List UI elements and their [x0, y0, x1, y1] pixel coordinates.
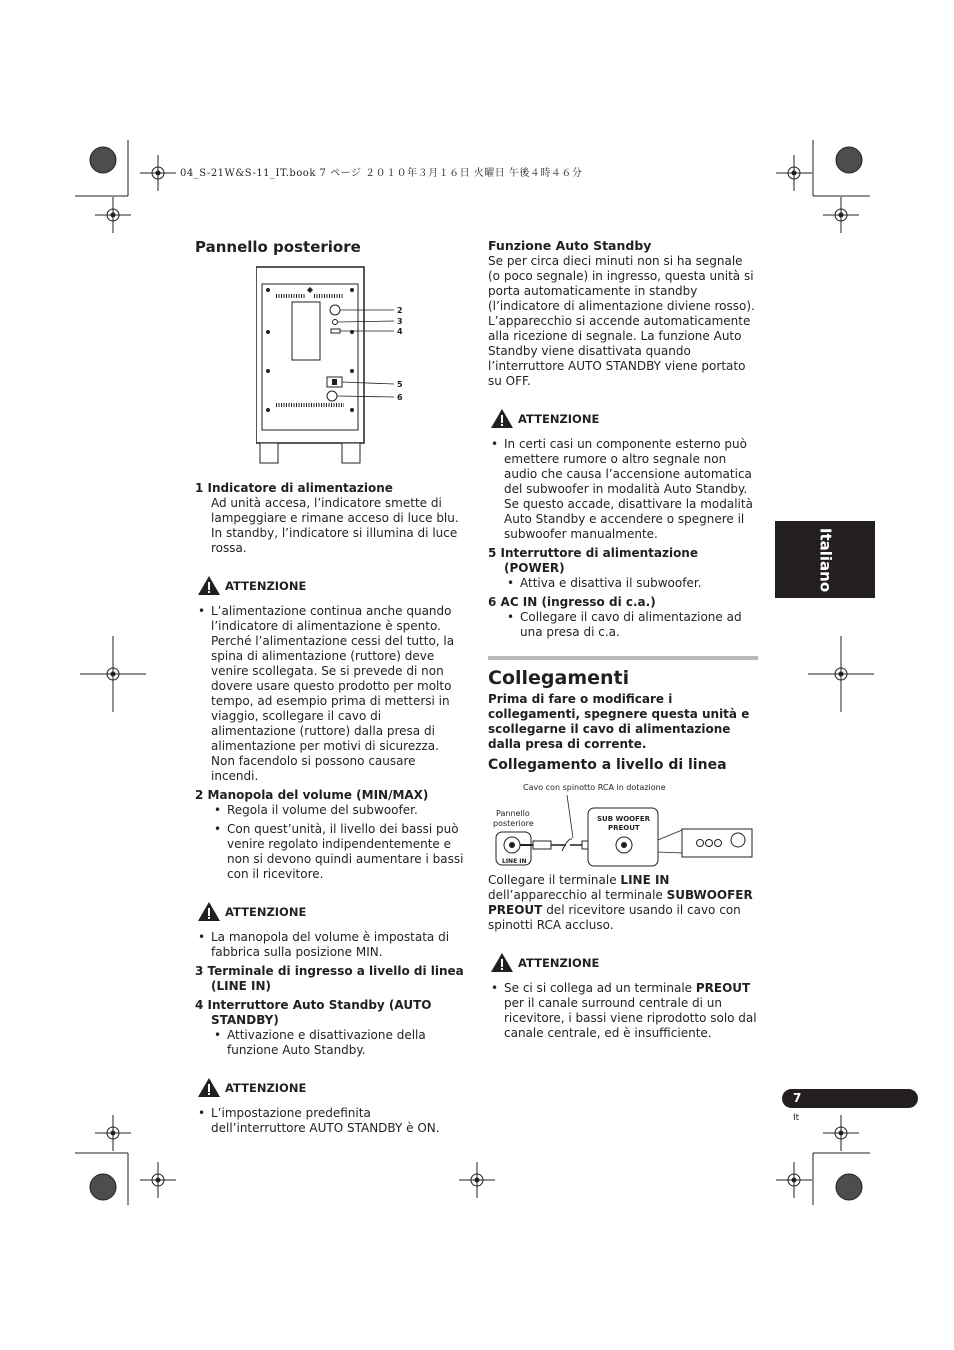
- page-number-badge: [782, 1089, 918, 1108]
- auto-standby-body: Se per circa dieci minuti non si ha segnale (o poco segnale) in ingresso, questa unità si porta automaticamente in standby (l’indicatore di alimentazione diviene rosso). L’apparecchio si accende automaticamente alla ricezione di segnale. La funzione Auto Standby viene disattivata quando l’interruttore AUTO STANDBY viene portato su OFF.: [488, 254, 755, 388]
- caution-4-label: ATTENZIONE: [518, 412, 600, 426]
- caution-3: [195, 1076, 465, 1100]
- preout-label: PREOUT: [608, 824, 640, 832]
- item-2-title: 2 Manopola del volume (MIN/MAX): [195, 788, 429, 802]
- item-2-bullet-2: • Con quest’unità, il livello dei bassi può venire regolato indipendentemente e non si devono quindi aumentare i bassi con il ricevitore.: [195, 822, 465, 882]
- caution-4: [488, 407, 758, 431]
- item-5-title: 5 Interruttore di alimentazione (POWER): [488, 546, 698, 575]
- item-4-title: 4 Interruttore Auto Standby (AUTO STANDBY): [195, 998, 432, 1027]
- right-column: [488, 238, 758, 1041]
- callout-3: 3: [397, 317, 403, 326]
- auto-standby-title: Funzione Auto Standby: [488, 238, 652, 253]
- caution-2-text: • La manopola del volume è impostata di fabbrica sulla posizione MIN.: [195, 930, 465, 960]
- callout-2: 2: [397, 306, 403, 315]
- callout-5: 5: [397, 380, 403, 389]
- rear-panel-label-2: posteriore: [493, 819, 534, 828]
- callout-4: 4: [397, 327, 403, 336]
- print-header-line: 04_S-21W&S-11_IT.book 7 ページ ２０１０年３月１６日 火曜日 午後４時４６分: [180, 168, 583, 179]
- caution-2-label: ATTENZIONE: [225, 905, 307, 919]
- caution-2: [195, 900, 465, 924]
- left-column: [195, 238, 465, 1136]
- caution-5-text: • Se ci si collega ad un terminale PREOUT per il canale surround centrale di un ricevitore, i bassi viene riprodotto solo dal canale centrale, ed è insufficiente.: [488, 981, 758, 1041]
- line-level-title: Collegamento a livello di linea: [488, 757, 727, 773]
- connection-instruction: Collegare il terminale LINE IN dell’apparecchio al terminale SUBWOOFER PREOUT del ricevitore usando il cavo con spinotti RCA accluso.: [488, 873, 753, 932]
- caution-3-text: • L’impostazione predefinita dell’interruttore AUTO STANDBY è ON.: [195, 1106, 465, 1136]
- item-6-bullet: • Collegare il cavo di alimentazione ad una presa di c.a.: [488, 610, 758, 640]
- item-2-bullet-1: • Regola il volume del subwoofer.: [195, 803, 465, 818]
- item-6-title: 6 AC IN (ingresso di c.a.): [488, 595, 656, 609]
- page-number: 7: [793, 1091, 802, 1105]
- language-tab: [775, 521, 875, 598]
- caution-5: [488, 951, 758, 975]
- connections-title: Collegamenti: [488, 667, 630, 689]
- callout-6: 6: [397, 393, 403, 402]
- caution-1: [195, 574, 465, 598]
- warning-icon: [490, 952, 514, 973]
- item-1-body: Ad unità accesa, l’indicatore smette di lampeggiare e rimane acceso di luce blu. In standby, l’indicatore si illumina di luce rossa.: [211, 496, 459, 555]
- connection-diagram: [488, 780, 758, 872]
- item-3-title: 3 Terminale di ingresso a livello di linea (LINE IN): [195, 964, 464, 993]
- warning-icon: [197, 1077, 221, 1098]
- section-title-rear-panel: Pannello posteriore: [195, 238, 361, 256]
- item-1-title: 1 Indicatore di alimentazione: [195, 481, 393, 495]
- caution-4-text: • In certi casi un componente esterno può emettere rumore o altro segnale non audio che causa l’accensione automatica del subwoofer in modalità Auto Standby. Se questo accade, disattivare la modalità Auto Standby e accendere o spegnere il subwoofer manualmente.: [488, 437, 758, 542]
- item-4-bullet: • Attivazione e disattivazione della funzione Auto Standby.: [195, 1028, 465, 1058]
- sub-woofer-label: SUB WOOFER: [597, 815, 651, 823]
- line-in-label: LINE IN: [502, 858, 527, 865]
- caution-3-label: ATTENZIONE: [225, 1081, 307, 1095]
- item-5-bullet: • Attiva e disattiva il subwoofer.: [488, 576, 758, 591]
- warning-icon: [490, 408, 514, 429]
- warning-icon: [197, 901, 221, 922]
- caution-1-label: ATTENZIONE: [225, 579, 307, 593]
- caution-5-label: ATTENZIONE: [518, 956, 600, 970]
- cable-label: Cavo con spinotto RCA in dotazione: [523, 783, 666, 792]
- connections-intro: Prima di fare o modificare i collegamenti, spegnere questa unità e scollegarne il cavo di alimentazione dalla presa di corrente.: [488, 692, 750, 751]
- caution-1-text: • L’alimentazione continua anche quando l’indicatore di alimentazione è spento. Perché l’alimentazione cessi del tutto, la spina di alimentazione (ruttore) deve venire scollegata. Se si prevede di non dovere usare questo prodotto per molto tempo, ad esempio prima di mettersi in viaggio, scollegare il cavo di alimentazione (ruttore) dalla presa di alimentazione per motivi di sicurezza. Non facendolo si possono causare incendi.: [195, 604, 465, 784]
- section-divider: [488, 656, 758, 660]
- rear-panel-illustration: [256, 266, 496, 466]
- page-language-code: It: [793, 1113, 800, 1123]
- rear-panel-label-1: Pannello: [496, 809, 530, 818]
- language-tab-label: Italiano: [816, 527, 835, 592]
- warning-icon: [197, 575, 221, 596]
